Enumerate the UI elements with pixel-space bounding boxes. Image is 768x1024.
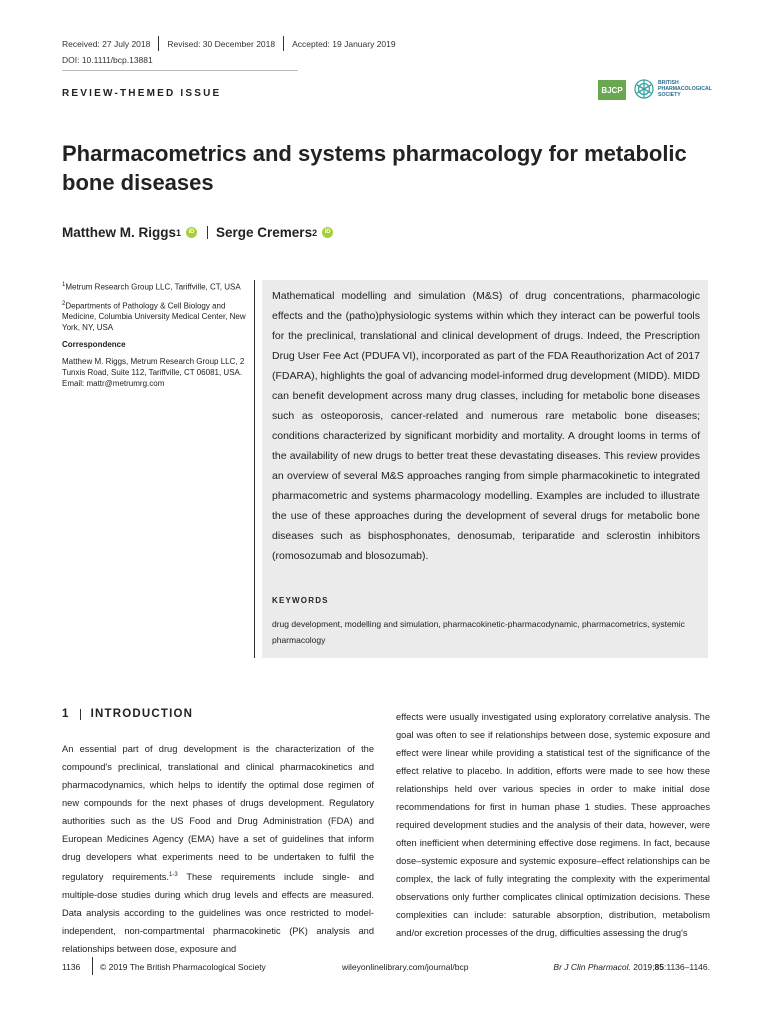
author-list xyxy=(62,225,339,240)
article-dates xyxy=(62,36,404,51)
bps-logo-icon xyxy=(633,77,655,101)
correspondence-label: Correspondence xyxy=(62,340,126,350)
section-title: INTRODUCTION xyxy=(90,708,194,720)
affiliation-2: $^2$Departments of Pathology & Cell Biology and Medicine, Columbia University Medical Center, New York, NY, USA xyxy=(62,300,246,333)
author-separator xyxy=(207,226,208,239)
keywords-list: drug development, modelling and simulation, pharmacokinetic-pharmacodynamic, pharmacometrics, systemic pharmacology xyxy=(272,619,685,645)
author-name: Matthew M. Riggs xyxy=(62,225,176,240)
issue-type: REVIEW-THEMED ISSUE xyxy=(62,88,222,99)
section-heading xyxy=(62,708,193,720)
column-divider xyxy=(254,280,255,658)
bps-logo-text: BRITISH PHARMACOLOGICAL SOCIETY xyxy=(658,80,712,98)
affiliation-1: $^1$Metrum Research Group LLC, Tariffville, CT, USA xyxy=(62,282,241,292)
section-number: 1 xyxy=(62,708,70,720)
journal-url[interactable]: wileyonlinelibrary.com/journal/bcp xyxy=(342,962,469,972)
bjcp-logo: BJCP xyxy=(598,80,626,100)
author-name: Serge Cremers xyxy=(216,225,313,240)
article-title: Pharmacometrics and systems pharmacology for metabolic bone diseases xyxy=(62,141,687,195)
orcid-icon[interactable]: iD xyxy=(322,227,333,238)
reference-link[interactable]: 1-3 xyxy=(169,872,178,878)
footer-separator xyxy=(92,957,93,975)
copyright: © 2019 The British Pharmacological Society xyxy=(100,962,266,972)
keywords-label: KEYWORDS xyxy=(272,596,329,605)
orcid-icon[interactable]: iD xyxy=(186,227,197,238)
header-divider xyxy=(62,70,298,71)
correspondence-email[interactable]: Email: mattr@metrumrg.com xyxy=(62,379,165,389)
body-column-left: An essential part of drug development is the characterization of the compound's preclinical, translational and clinical pharmacokinetics and pharmacodynamics, which helps to identify the optimal dose regimen of new compounds for the next phases of drugs development. Regulatory authorities such as the US Food and Drug Administration (FDA) and European Medicines Agency (EMA) have a set of guidelines that inform drug developers what experiments need to be undertaken to fulfil the regulatory requirements.$^{1-3}$ These requirements include single- and multiple-dose studies during which drug levels and effects are measured. Data analysis according to the guidelines was once restricted to model-independent, non-compartmental pharmacokinetic (PK) analysis and relationships between dose, exposure and xyxy=(62,744,375,955)
revised-date: Revised: 30 December 2018 xyxy=(167,38,276,49)
heading-separator xyxy=(80,709,81,720)
affiliations xyxy=(62,280,252,389)
received-date: Received: 27 July 2018 xyxy=(62,38,151,49)
correspondence-address: Matthew M. Riggs, Metrum Research Group LLC, 2 Tunxis Road, Suite 112, Tariffville, CT 06081, USA. xyxy=(62,357,245,378)
body-column-right: effects were usually investigated using exploratory correlative analysis. The goal was often to see if relationships between dose, systemic exposure and effect were linear while providing a statistical test of the significance of the effect relative to placebo. In addition, efforts were made to see how these relationships held over various species in order to make initial dose recommendations for first in human phase 1 studies. These approaches required development studies and the analysis of their data, however, were often inefficient when determining effective dose regimens. In fact, because dose–systemic exposure and systemic exposure–effect relationships can be complex, the lack of fully integrating the complexity with the experimental observations only further complicates clinical optimization decisions. These complexities can include: saturable absorption, distribution, metabolism and/or excretion processes of the drug, difficulties assessing the drug's xyxy=(396,712,710,938)
page-number: 1136 xyxy=(62,962,81,972)
doi[interactable]: DOI: 10.1111/bcp.13881 xyxy=(62,55,153,65)
accepted-date: Accepted: 19 January 2019 xyxy=(292,38,396,49)
author-affiliation-mark: 2 xyxy=(312,227,318,238)
abstract-text: Mathematical modelling and simulation (M&S) of drug concentrations, pharmacologic effects and the (patho)physiologic systems within which they interact can be powerful tools for the preclinical, translational and clinical development of drugs. Indeed, the Prescription Drug User Fee Act (PDUFA VI), incorporated as part of the FDA Reauthorization Act of 2017 (FDARA), highlights the goal of advancing model-informed drug development (MIDD). MIDD can benefit development across many drug classes, including for metabolic bone diseases such as osteoporosis, cancer-related and numerous rare metabolic bone diseases; conditions characterized by significant morbidity and mortality. A drought looms in terms of the availability of new drugs to better treat these devastating diseases. This review provides an overview of several M&S approaches ranging from simple pharmacokinetic to integrated pharmacometric and systems pharmacology modelling. Examples are included to illustrate the use of these approaches during the development of several drugs for metabolic bone diseases such as bisphosphonates, denosumab, teriparatide and sclerostin inhibitors (romosozumab and blosozumab). xyxy=(272,290,700,562)
citation: Br J Clin Pharmacol. 2019;85:1136–1146. xyxy=(553,962,710,972)
author-affiliation-mark: 1 xyxy=(176,227,182,238)
